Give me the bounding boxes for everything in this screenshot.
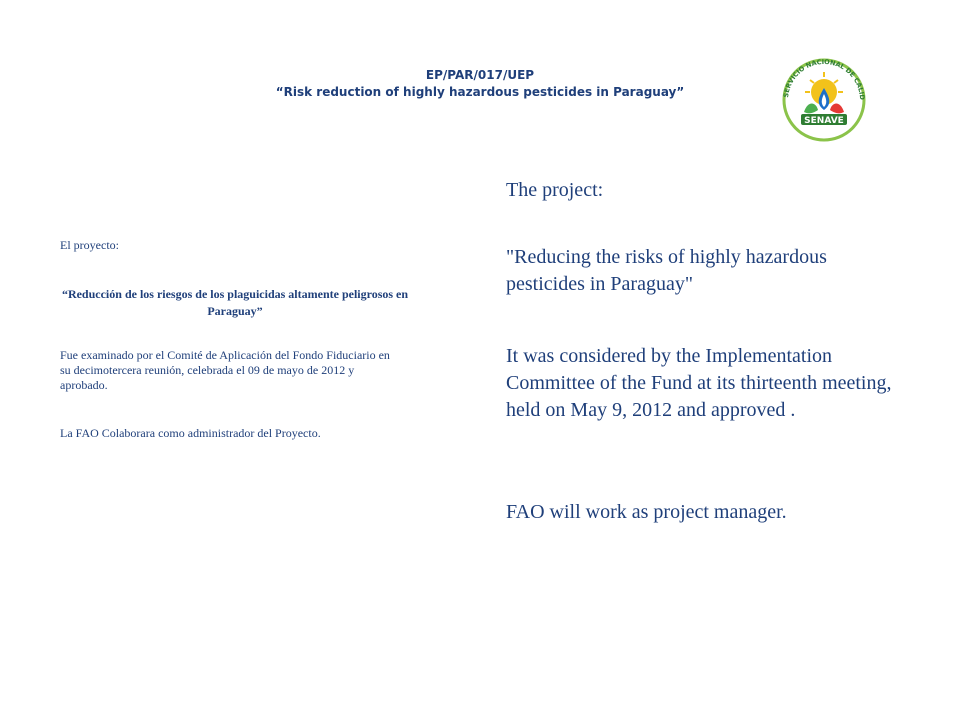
- en-project-title: "Reducing the risks of highly hazardous pesticides in Paraguay": [506, 246, 827, 295]
- document-header: [180, 67, 780, 101]
- en-fao-note: FAO will work as project manager.: [506, 501, 787, 523]
- project-title-header: “Risk reduction of highly hazardous pesticides in Paraguay”: [275, 85, 685, 99]
- es-project-title: “Reducción de los riesgos de los plaguicidas altamente peligrosos en Paraguay”: [61, 287, 409, 318]
- es-intro: El proyecto:: [60, 238, 119, 252]
- es-body-text: Fue examinado por el Comité de Aplicación del Fondo Fiduciario en su decimotercera reunión, celebrada el 09 de mayo de 2012 y aprobado.: [60, 348, 390, 392]
- en-body-text: It was considered by the Implementation Committee of the Fund at its thirteenth meeting, held on May 9, 2012 and approved .: [506, 345, 892, 421]
- es-fao-note: La FAO Colaborara como administrador del Proyecto.: [60, 426, 321, 440]
- logo-arc-text: SERVICIO NACIONAL DE CALID: [782, 57, 867, 101]
- senave-logo: [768, 30, 878, 160]
- logo-name: SENAVE: [804, 116, 844, 126]
- project-code: EP/PAR/017/UEP: [425, 68, 535, 82]
- en-intro: The project:: [506, 179, 604, 201]
- senave-logo-graphic: [768, 30, 878, 160]
